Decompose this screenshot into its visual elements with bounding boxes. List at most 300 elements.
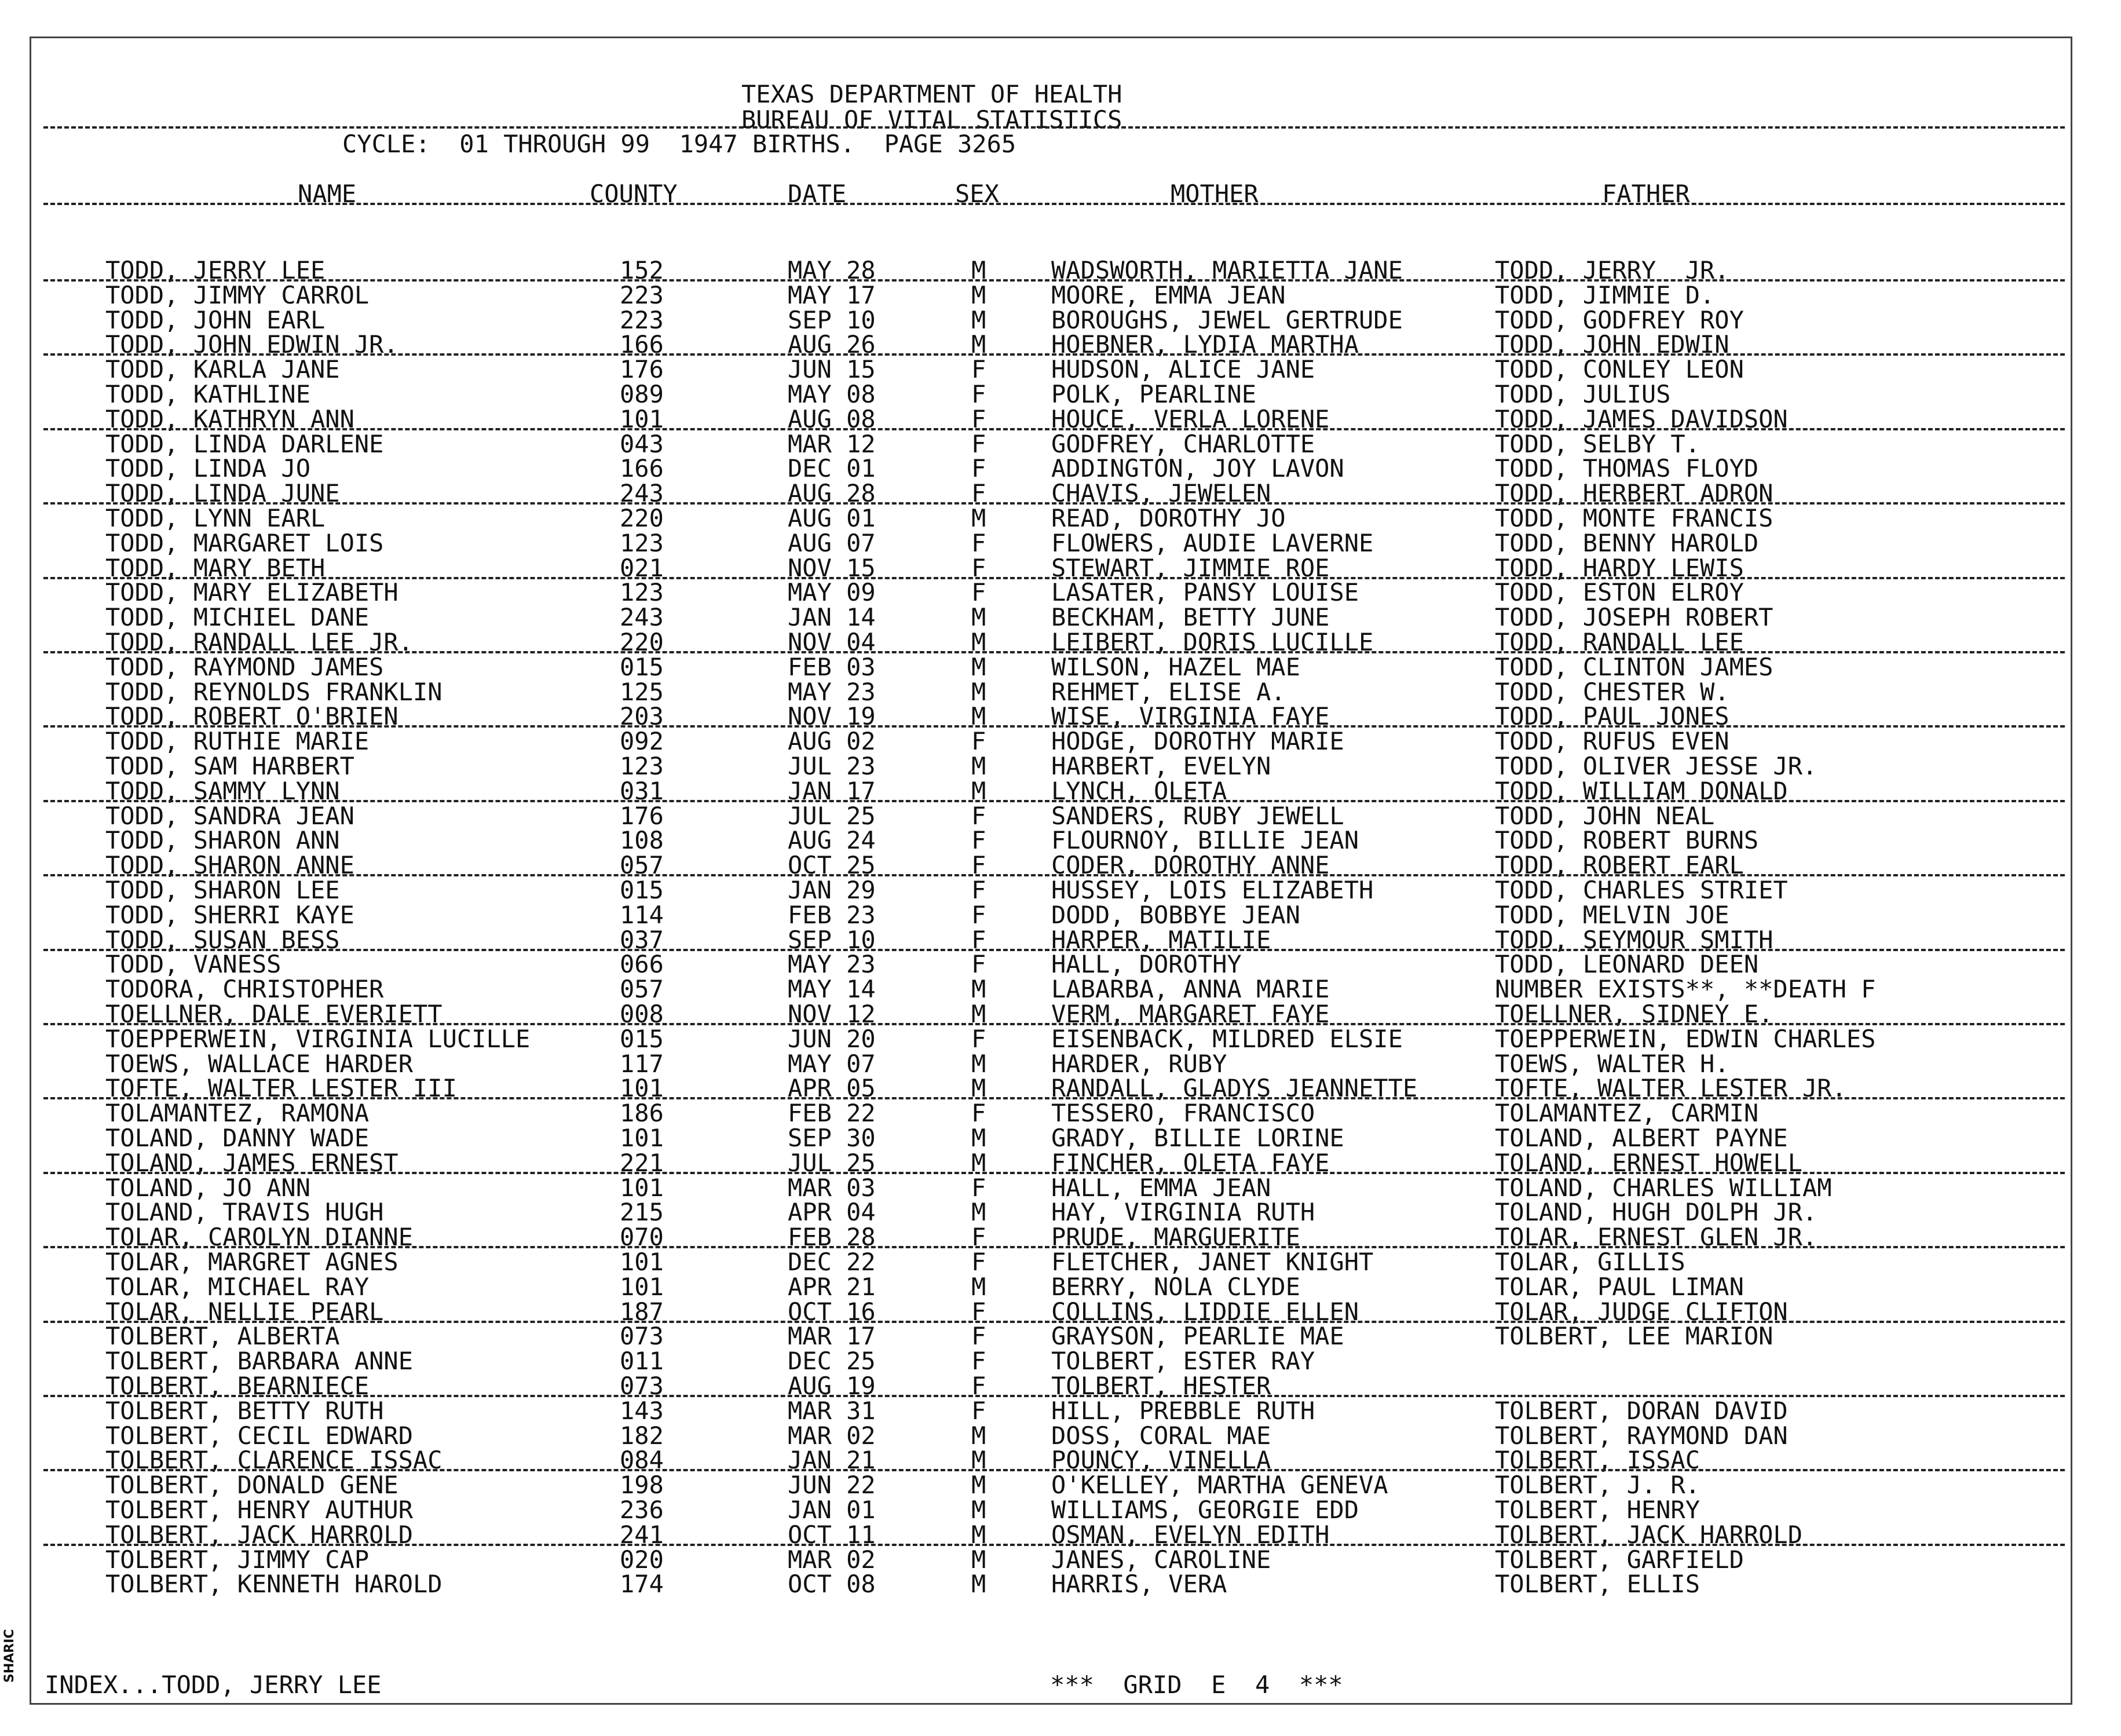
cell-mother: HUDSON, ALICE JANE bbox=[1051, 355, 1315, 384]
cell-sex: F bbox=[971, 1396, 986, 1425]
table-row bbox=[0, 754, 2121, 779]
cell-name: TODD, VANESS bbox=[105, 950, 281, 979]
cell-sex: F bbox=[971, 1223, 986, 1252]
cell-father: TODD, ROBERT EARL bbox=[1495, 851, 1744, 880]
cell-name: TOLAR, MARGRET AGNES bbox=[105, 1248, 398, 1276]
cell-mother: REHMET, ELISE A. bbox=[1051, 677, 1286, 706]
cell-county: 166 bbox=[620, 330, 664, 359]
cell-name: TOLAR, CAROLYN DIANNE bbox=[105, 1223, 414, 1252]
cell-name: TODD, SAMMY LYNN bbox=[105, 776, 340, 805]
cell-father: TOLBERT, GARFIELD bbox=[1495, 1545, 1744, 1574]
cell-mother: CHAVIS, JEWELEN bbox=[1051, 479, 1271, 508]
cell-sex: M bbox=[971, 1570, 986, 1599]
cell-father: TODD, ESTON ELROY bbox=[1495, 578, 1744, 607]
cell-date: AUG 28 bbox=[788, 479, 876, 508]
cell-date: AUG 26 bbox=[788, 330, 876, 359]
cell-father: TOLAR, ERNEST GLEN JR. bbox=[1495, 1223, 1818, 1252]
cell-mother: HARDER, RUBY bbox=[1051, 1049, 1227, 1078]
cell-county: 123 bbox=[620, 752, 664, 780]
cell-name: TODORA, CHRISTOPHER bbox=[105, 975, 384, 1004]
cell-sex: M bbox=[971, 776, 986, 805]
cell-county: 187 bbox=[620, 1297, 664, 1326]
cell-sex: M bbox=[971, 1074, 986, 1103]
cell-date: OCT 25 bbox=[788, 851, 876, 880]
cell-date: OCT 16 bbox=[788, 1297, 876, 1326]
cell-sex: M bbox=[971, 652, 986, 681]
cell-name: TODD, SAM HARBERT bbox=[105, 752, 354, 780]
cell-name: TODD, JOHN EARL bbox=[105, 305, 326, 334]
cell-county: 123 bbox=[620, 578, 664, 607]
table-row bbox=[0, 305, 2121, 334]
cell-date: MAY 28 bbox=[788, 256, 876, 284]
header-divider bbox=[43, 126, 2065, 129]
cell-mother: PRUDE, MARGUERITE bbox=[1051, 1223, 1300, 1252]
cell-name: TODD, LINDA JUNE bbox=[105, 479, 340, 508]
cell-county: 057 bbox=[620, 851, 664, 880]
cell-county: 223 bbox=[620, 305, 664, 334]
table-row bbox=[0, 977, 2121, 1002]
cell-father: TODD, JOHN NEAL bbox=[1495, 801, 1715, 830]
cell-mother: TESSERO, FRANCISCO bbox=[1051, 1099, 1315, 1128]
cell-father: TOLAMANTEZ, CARMIN bbox=[1495, 1099, 1759, 1128]
cell-sex: F bbox=[971, 479, 986, 508]
cell-mother: SANDERS, RUBY JEWELL bbox=[1051, 801, 1344, 830]
cell-date: SEP 10 bbox=[788, 305, 876, 334]
cell-name: TODD, KATHLINE bbox=[105, 380, 311, 408]
cell-name: TODD, MICHIEL DANE bbox=[105, 603, 370, 632]
cell-father: TOLBERT, LEE MARION bbox=[1495, 1322, 1773, 1351]
cell-sex: M bbox=[971, 1520, 986, 1549]
table-row bbox=[0, 1421, 2121, 1450]
table-row bbox=[0, 1049, 2121, 1078]
cell-sex: F bbox=[971, 429, 986, 458]
table-row bbox=[0, 528, 2121, 557]
cell-county: 008 bbox=[620, 1000, 664, 1028]
cell-father: TOLAND, HUGH DOLPH JR. bbox=[1495, 1198, 1818, 1227]
cell-date: JUN 22 bbox=[788, 1471, 876, 1500]
table-row bbox=[0, 1347, 2121, 1376]
cell-sex: F bbox=[971, 404, 986, 433]
cell-county: 221 bbox=[620, 1148, 664, 1177]
cell-sex: M bbox=[971, 1148, 986, 1177]
cell-date: DEC 22 bbox=[788, 1248, 876, 1276]
cell-mother: POUNCY, VINELLA bbox=[1051, 1446, 1271, 1475]
cell-county: 108 bbox=[620, 826, 664, 855]
cell-sex: F bbox=[971, 1024, 986, 1053]
cell-mother: POLK, PEARLINE bbox=[1051, 380, 1257, 408]
cell-father: TODD, LEONARD DEEN bbox=[1495, 950, 1759, 979]
cell-father: TODD, JIMMIE D. bbox=[1495, 280, 1715, 309]
cell-name: TODD, SHARON ANNE bbox=[105, 851, 354, 880]
cell-mother: BERRY, NOLA CLYDE bbox=[1051, 1272, 1300, 1301]
table-row bbox=[0, 382, 2121, 407]
cell-county: 070 bbox=[620, 1223, 664, 1252]
cell-sex: M bbox=[971, 504, 986, 532]
cell-mother: HAY, VIRGINIA RUTH bbox=[1051, 1198, 1315, 1227]
cell-date: MAY 17 bbox=[788, 280, 876, 309]
cell-father: TOLBERT, HENRY bbox=[1495, 1496, 1701, 1524]
cell-father: TOLAR, PAUL LIMAN bbox=[1495, 1272, 1744, 1301]
table-row bbox=[0, 1024, 2121, 1053]
cell-name: TODD, JERRY LEE bbox=[105, 256, 326, 284]
cell-name: TODD, RUTHIE MARIE bbox=[105, 727, 370, 756]
cell-name: TOLBERT, ALBERTA bbox=[105, 1322, 340, 1351]
cell-mother: COLLINS, LIDDIE ELLEN bbox=[1051, 1297, 1359, 1326]
cell-county: 092 bbox=[620, 727, 664, 756]
cell-sex: F bbox=[971, 876, 986, 904]
cell-father: TODD, CHESTER W. bbox=[1495, 677, 1729, 706]
cell-name: TODD, KATHRYN ANN bbox=[105, 404, 354, 433]
column-header-county: COUNTY bbox=[590, 180, 678, 208]
cell-mother: WISE, VIRGINIA FAYE bbox=[1051, 702, 1330, 731]
cell-mother: LABARBA, ANNA MARIE bbox=[1051, 975, 1330, 1004]
cell-county: 123 bbox=[620, 528, 664, 557]
footer-index: INDEX...TODD, JERRY LEE bbox=[45, 1671, 382, 1699]
cell-mother: LYNCH, OLETA bbox=[1051, 776, 1227, 805]
cell-date: AUG 01 bbox=[788, 504, 876, 532]
cell-father: TODD, GODFREY ROY bbox=[1495, 305, 1744, 334]
cell-date: DEC 01 bbox=[788, 454, 876, 483]
cell-date: DEC 25 bbox=[788, 1347, 876, 1376]
cell-name: TOLBERT, BARBARA ANNE bbox=[105, 1347, 414, 1376]
cell-father: TOEWS, WALTER H. bbox=[1495, 1049, 1729, 1078]
cell-mother: EISENBACK, MILDRED ELSIE bbox=[1051, 1024, 1403, 1053]
cell-father: TOLBERT, ELLIS bbox=[1495, 1570, 1701, 1599]
cell-sex: M bbox=[971, 702, 986, 731]
cell-father: TODD, CONLEY LEON bbox=[1495, 355, 1744, 384]
cell-date: APR 05 bbox=[788, 1074, 876, 1103]
cell-sex: M bbox=[971, 1272, 986, 1301]
cell-sex: F bbox=[971, 826, 986, 855]
cell-father: TOLAR, JUDGE CLIFTON bbox=[1495, 1297, 1788, 1326]
cell-name: TOLAMANTEZ, RAMONA bbox=[105, 1099, 370, 1128]
cell-county: 031 bbox=[620, 776, 664, 805]
cell-mother: TOLBERT, ESTER RAY bbox=[1051, 1347, 1315, 1376]
table-row bbox=[0, 1200, 2121, 1225]
table-row bbox=[0, 429, 2121, 458]
cell-county: 015 bbox=[620, 652, 664, 681]
cell-sex: M bbox=[971, 305, 986, 334]
cell-date: JUN 20 bbox=[788, 1024, 876, 1053]
cell-date: AUG 08 bbox=[788, 404, 876, 433]
cell-father: TODD, WILLIAM DONALD bbox=[1495, 776, 1788, 805]
cell-name: TODD, SHERRI KAYE bbox=[105, 900, 354, 929]
cell-mother: HALL, DOROTHY bbox=[1051, 950, 1242, 979]
cell-sex: F bbox=[971, 950, 986, 979]
cell-date: MAY 14 bbox=[788, 975, 876, 1004]
cell-name: TODD, SHARON ANN bbox=[105, 826, 340, 855]
cell-name: TODD, MARY ELIZABETH bbox=[105, 578, 398, 607]
cell-sex: M bbox=[971, 1000, 986, 1028]
cell-name: TOLAR, NELLIE PEARL bbox=[105, 1297, 384, 1326]
cell-sex: F bbox=[971, 380, 986, 408]
cell-name: TOEPPERWEIN, VIRGINIA LUCILLE bbox=[105, 1024, 531, 1053]
cell-county: 220 bbox=[620, 628, 664, 656]
cell-sex: M bbox=[971, 1471, 986, 1500]
cell-county: 241 bbox=[620, 1520, 664, 1549]
cell-sex: M bbox=[971, 1496, 986, 1524]
cell-date: FEB 22 bbox=[788, 1099, 876, 1128]
cell-name: TOLBERT, DONALD GENE bbox=[105, 1471, 398, 1500]
cell-county: 117 bbox=[620, 1049, 664, 1078]
cell-date: FEB 28 bbox=[788, 1223, 876, 1252]
cell-date: OCT 11 bbox=[788, 1520, 876, 1549]
cell-date: MAY 09 bbox=[788, 578, 876, 607]
table-row bbox=[0, 1099, 2121, 1128]
cell-name: TODD, MARY BETH bbox=[105, 553, 326, 582]
table-row bbox=[0, 1498, 2121, 1522]
cell-name: TOLBERT, BEARNIECE bbox=[105, 1372, 370, 1400]
cell-mother: FLOURNOY, BILLIE JEAN bbox=[1051, 826, 1359, 855]
cell-mother: STEWART, JIMMIE ROE bbox=[1051, 553, 1330, 582]
cell-sex: F bbox=[971, 1297, 986, 1326]
cell-mother: HILL, PREBBLE RUTH bbox=[1051, 1396, 1315, 1425]
cell-date: AUG 19 bbox=[788, 1372, 876, 1400]
cell-mother: BOROUGHS, JEWEL GERTRUDE bbox=[1051, 305, 1403, 334]
cell-mother: WADSWORTH, MARIETTA JANE bbox=[1051, 256, 1403, 284]
cell-date: APR 21 bbox=[788, 1272, 876, 1301]
cell-name: TODD, REYNOLDS FRANKLIN bbox=[105, 677, 443, 706]
cell-date: NOV 19 bbox=[788, 702, 876, 731]
cell-county: 114 bbox=[620, 900, 664, 929]
cell-mother: HOUCE, VERLA LORENE bbox=[1051, 404, 1330, 433]
cell-date: JUL 23 bbox=[788, 752, 876, 780]
cell-date: AUG 02 bbox=[788, 727, 876, 756]
cell-name: TOLAND, JAMES ERNEST bbox=[105, 1148, 398, 1177]
cell-sex: F bbox=[971, 528, 986, 557]
table-row bbox=[0, 801, 2121, 830]
cell-county: 101 bbox=[620, 1173, 664, 1202]
cell-father: TOLBERT, RAYMOND DAN bbox=[1495, 1421, 1788, 1450]
cell-name: TOEWS, WALLACE HARDER bbox=[105, 1049, 414, 1078]
cell-date: JAN 17 bbox=[788, 776, 876, 805]
cell-name: TOLBERT, BETTY RUTH bbox=[105, 1396, 384, 1425]
cell-sex: F bbox=[971, 1372, 986, 1400]
cell-mother: O'KELLEY, MARTHA GENEVA bbox=[1051, 1471, 1388, 1500]
cell-mother: CODER, DOROTHY ANNE bbox=[1051, 851, 1330, 880]
cell-father: TODD, JOSEPH ROBERT bbox=[1495, 603, 1773, 632]
table-row bbox=[0, 878, 2121, 902]
cell-sex: M bbox=[971, 1545, 986, 1574]
cell-mother: DOSS, CORAL MAE bbox=[1051, 1421, 1271, 1450]
cell-date: SEP 30 bbox=[788, 1124, 876, 1152]
table-row bbox=[0, 357, 2121, 382]
cell-name: TOLBERT, KENNETH HAROLD bbox=[105, 1570, 443, 1599]
cell-sex: F bbox=[971, 1248, 986, 1276]
cell-father: NUMBER EXISTS**, **DEATH F bbox=[1495, 975, 1876, 1004]
cell-county: 084 bbox=[620, 1446, 664, 1475]
cell-father: TOLBERT, J. R. bbox=[1495, 1471, 1701, 1500]
cell-father: TODD, HARDY LEWIS bbox=[1495, 553, 1744, 582]
cell-county: 143 bbox=[620, 1396, 664, 1425]
cell-date: JAN 21 bbox=[788, 1446, 876, 1475]
cell-date: MAR 31 bbox=[788, 1396, 876, 1425]
cell-mother: GODFREY, CHARLOTTE bbox=[1051, 429, 1315, 458]
cell-county: 066 bbox=[620, 950, 664, 979]
cell-name: TODD, LINDA DARLENE bbox=[105, 429, 384, 458]
cell-date: JUL 25 bbox=[788, 801, 876, 830]
cell-mother: VERM, MARGARET FAYE bbox=[1051, 1000, 1330, 1028]
table-row bbox=[0, 652, 2121, 681]
table-row bbox=[0, 1471, 2121, 1500]
cell-county: 152 bbox=[620, 256, 664, 284]
cell-mother: BECKHAM, BETTY JUNE bbox=[1051, 603, 1330, 632]
cell-name: TODD, RANDALL LEE JR. bbox=[105, 628, 414, 656]
cell-sex: M bbox=[971, 1124, 986, 1152]
cell-sex: F bbox=[971, 454, 986, 483]
table-row bbox=[0, 580, 2121, 605]
cell-county: 101 bbox=[620, 1272, 664, 1301]
cell-mother: LEIBERT, DORIS LUCILLE bbox=[1051, 628, 1374, 656]
column-header-sex: SEX bbox=[955, 180, 999, 208]
cell-father: TODD, JULIUS bbox=[1495, 380, 1671, 408]
cycle-line: CYCLE: 01 THROUGH 99 1947 BIRTHS. PAGE 3265 bbox=[342, 130, 1016, 158]
cell-county: 057 bbox=[620, 975, 664, 1004]
margin-label: SHARIC bbox=[2, 1629, 17, 1683]
cell-mother: HARBERT, EVELYN bbox=[1051, 752, 1271, 780]
cell-county: 101 bbox=[620, 1248, 664, 1276]
cell-name: TODD, ROBERT O'BRIEN bbox=[105, 702, 398, 731]
cell-name: TOLBERT, CECIL EDWARD bbox=[105, 1421, 414, 1450]
column-header-mother: MOTHER bbox=[1171, 180, 1259, 208]
cell-county: 220 bbox=[620, 504, 664, 532]
cell-county: 243 bbox=[620, 603, 664, 632]
cell-father: TOLAR, GILLIS bbox=[1495, 1248, 1685, 1276]
cell-sex: F bbox=[971, 553, 986, 582]
cell-sex: M bbox=[971, 628, 986, 656]
cell-sex: M bbox=[971, 1198, 986, 1227]
cell-name: TODD, SUSAN BESS bbox=[105, 925, 340, 954]
table-row bbox=[0, 1545, 2121, 1574]
cell-mother: OSMAN, EVELYN EDITH bbox=[1051, 1520, 1330, 1549]
cell-date: NOV 12 bbox=[788, 1000, 876, 1028]
cell-sex: M bbox=[971, 330, 986, 359]
cell-father: TODD, CHARLES STRIET bbox=[1495, 876, 1788, 904]
table-row bbox=[0, 1126, 2121, 1150]
cell-mother: ADDINGTON, JOY LAVON bbox=[1051, 454, 1344, 483]
cell-sex: F bbox=[971, 727, 986, 756]
cell-name: TODD, SANDRA JEAN bbox=[105, 801, 354, 830]
cell-date: MAR 17 bbox=[788, 1322, 876, 1351]
cell-father: TODD, MONTE FRANCIS bbox=[1495, 504, 1773, 532]
table-row bbox=[0, 1173, 2121, 1202]
cell-mother: HALL, EMMA JEAN bbox=[1051, 1173, 1271, 1202]
table-row bbox=[0, 1272, 2121, 1301]
cell-county: 236 bbox=[620, 1496, 664, 1524]
table-row bbox=[0, 456, 2121, 481]
cell-sex: F bbox=[971, 1347, 986, 1376]
cell-mother: WILSON, HAZEL MAE bbox=[1051, 652, 1300, 681]
cell-sex: M bbox=[971, 603, 986, 632]
cell-name: TODD, RAYMOND JAMES bbox=[105, 652, 384, 681]
cell-county: 186 bbox=[620, 1099, 664, 1128]
footer-grid: *** GRID E 4 *** bbox=[1050, 1671, 1343, 1699]
cell-mother: HODGE, DOROTHY MARIE bbox=[1051, 727, 1344, 756]
cell-county: 020 bbox=[620, 1545, 664, 1574]
table-row bbox=[0, 1322, 2121, 1351]
cell-name: TODD, KARLA JANE bbox=[105, 355, 340, 384]
cell-county: 182 bbox=[620, 1421, 664, 1450]
cell-county: 073 bbox=[620, 1372, 664, 1400]
cell-date: JAN 14 bbox=[788, 603, 876, 632]
cell-name: TOELLNER, DALE EVERIETT bbox=[105, 1000, 443, 1028]
cell-date: NOV 04 bbox=[788, 628, 876, 656]
cell-mother: MOORE, EMMA JEAN bbox=[1051, 280, 1286, 309]
cell-sex: F bbox=[971, 925, 986, 954]
cell-sex: M bbox=[971, 975, 986, 1004]
cell-date: AUG 24 bbox=[788, 826, 876, 855]
cell-father: TODD, MELVIN JOE bbox=[1495, 900, 1729, 929]
cell-county: 043 bbox=[620, 429, 664, 458]
cell-date: JUL 25 bbox=[788, 1148, 876, 1177]
cell-name: TOLAND, JO ANN bbox=[105, 1173, 311, 1202]
cell-name: TODD, LINDA JO bbox=[105, 454, 311, 483]
cell-father: TODD, OLIVER JESSE JR. bbox=[1495, 752, 1818, 780]
cell-sex: M bbox=[971, 256, 986, 284]
table-row bbox=[0, 1570, 2121, 1599]
cell-father: TOLBERT, JACK HARROLD bbox=[1495, 1520, 1803, 1549]
cell-name: TOLAND, TRAVIS HUGH bbox=[105, 1198, 384, 1227]
cell-sex: F bbox=[971, 578, 986, 607]
cell-father: TOEPPERWEIN, EDWIN CHARLES bbox=[1495, 1024, 1876, 1053]
cell-county: 243 bbox=[620, 479, 664, 508]
cell-date: JAN 29 bbox=[788, 876, 876, 904]
cell-father: TOFTE, WALTER LESTER JR. bbox=[1495, 1074, 1846, 1103]
cell-county: 198 bbox=[620, 1471, 664, 1500]
cell-date: OCT 08 bbox=[788, 1570, 876, 1599]
table-row bbox=[0, 952, 2121, 977]
cell-date: JUN 15 bbox=[788, 355, 876, 384]
cell-date: MAY 23 bbox=[788, 950, 876, 979]
cell-father: TODD, RUFUS EVEN bbox=[1495, 727, 1729, 756]
cell-sex: M bbox=[971, 1446, 986, 1475]
table-row bbox=[0, 605, 2121, 630]
cell-date: MAR 03 bbox=[788, 1173, 876, 1202]
cell-county: 176 bbox=[620, 801, 664, 830]
cell-name: TOFTE, WALTER LESTER III bbox=[105, 1074, 457, 1103]
cell-father: TOLAND, CHARLES WILLIAM bbox=[1495, 1173, 1832, 1202]
table-row bbox=[0, 729, 2121, 754]
cell-date: MAY 08 bbox=[788, 380, 876, 408]
cell-county: 176 bbox=[620, 355, 664, 384]
cell-mother: JANES, CAROLINE bbox=[1051, 1545, 1271, 1574]
cell-date: FEB 03 bbox=[788, 652, 876, 681]
cell-county: 166 bbox=[620, 454, 664, 483]
cell-date: APR 04 bbox=[788, 1198, 876, 1227]
cell-county: 089 bbox=[620, 380, 664, 408]
cell-mother: HOEBNER, LYDIA MARTHA bbox=[1051, 330, 1359, 359]
cell-date: AUG 07 bbox=[788, 528, 876, 557]
cell-name: TODD, LYNN EARL bbox=[105, 504, 326, 532]
cell-sex: F bbox=[971, 1322, 986, 1351]
cell-date: FEB 23 bbox=[788, 900, 876, 929]
cell-county: 073 bbox=[620, 1322, 664, 1351]
cell-father: TODD, JOHN EDWIN bbox=[1495, 330, 1729, 359]
cell-date: MAY 07 bbox=[788, 1049, 876, 1078]
cell-father: TODD, BENNY HAROLD bbox=[1495, 528, 1759, 557]
cell-county: 101 bbox=[620, 1124, 664, 1152]
cell-father: TOLAND, ERNEST HOWELL bbox=[1495, 1148, 1803, 1177]
cell-county: 015 bbox=[620, 1024, 664, 1053]
cell-father: TOLBERT, ISSAC bbox=[1495, 1446, 1701, 1475]
cell-date: MAY 23 bbox=[788, 677, 876, 706]
cell-date: JAN 01 bbox=[788, 1496, 876, 1524]
cell-county: 101 bbox=[620, 1074, 664, 1103]
cell-name: TODD, JIMMY CARROL bbox=[105, 280, 370, 309]
cell-mother: HARPER, MATILIE bbox=[1051, 925, 1271, 954]
cell-county: 125 bbox=[620, 677, 664, 706]
cell-mother: HUSSEY, LOIS ELIZABETH bbox=[1051, 876, 1374, 904]
